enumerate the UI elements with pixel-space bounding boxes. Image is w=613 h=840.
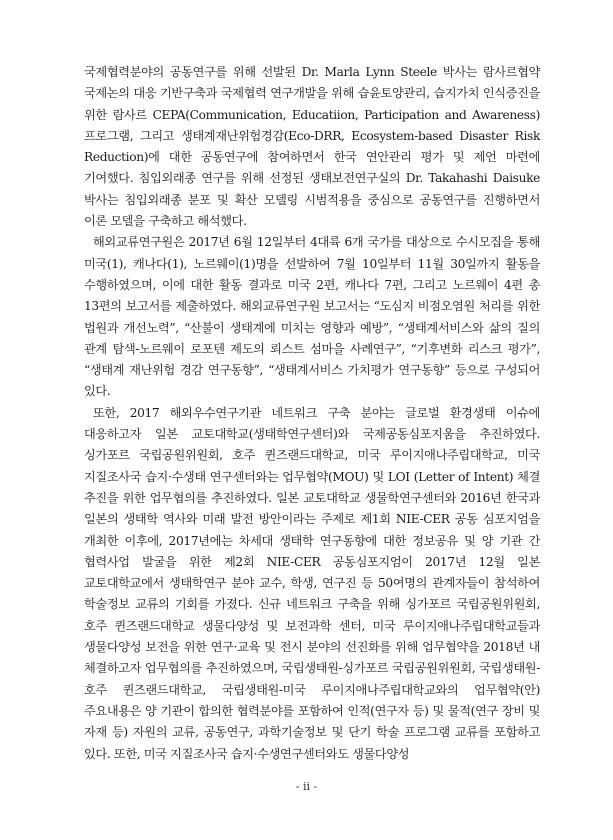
- paragraph-1: 국제협력분야의 공동연구를 위해 선발된 Dr. Marla Lynn Steele 박사는 람사르협약 국제논의 대응 기반구축과 국제협력 연구개발을 위해 습윤토양관리, 습지가치 인식증진을 위한 람사르 CEPA(Communication, Educatiion, Participation and Awareness) 프로그램, 그리고 생태계재난위험경감(Eco-DRR, Ecosystem-based Disaster Risk Reduction)에 대한 공동연구에 참여하면서 한국 연안관리 평가 및 제언 마련에 기여했다. 침입외래종 연구를 위해 선정된 생태보전연구실의 Dr. Takahashi Daisuke 박사는 침입외래종 분포 및 확산 모델링 시범적용을 중심으로 공동연구를 진행하면서 이론 모델을 구축하고 해석했다.: [84, 65, 540, 229]
- paragraph-3: 또한, 2017 해외우수연구기관 네트워크 구축 분야는 글로벌 환경생태 이슈에 대응하고자 일본 교토대학교(생태학연구센터)와 국제공동심포지움을 추진하였다. 싱가포르 국립공원위원회, 호주 퀸즈랜드대학교, 미국 루이지애나주립대학교, 미국 지질조사국 습지·수생태 연구센터와는 업무협약(MOU) 및 LOI (Letter of Intent) 체결 추진을 위한 업무협의를 추진하였다. 일본 교토대학교 생물학연구센터와 2016년 한국과 일본의 생태학 역사와 미래 발전 방안이라는 주제로 제1회 NIE-CER 공동 심포지엄을 개최한 이후에, 2017년에는 차세대 생태학 연구동향에 대한 정보공유 및 양 기관 간 협력사업 발굴을 위한 제2회 NIE-CER 공동심포지엄이 2017년 12월 일본 교토대학교에서 생태학연구 분야 교수, 학생, 연구진 등 50여명의 관계자들이 참석하여 학술정보 교류의 기회를 가졌다. 신규 네트워크 구축을 위해 싱가포르 국립공원위원회, 호주 퀸즈랜드대학교 생물다양성 및 보전과학 센터, 미국 루이지애나주립대학교들과 생물다양성 보전을 위한 연구·교육 및 전시 분야의 선진화를 위해 업무협약을 2018년 내 체결하고자 업무협의를 추진하였으며, 국립생태원-싱가포르 국립공원위원회, 국립생태원-호주 퀸즈랜드대학교, 국립생태원-미국 루이지애나주립대학교와의 업무협약(안) 주요내용은 양 기관이 합의한 협력분야를 포함하여 인적(연구자 등) 및 물적(연구 장비 및 자재 등) 자원의 교류, 공동연구, 과학기술정보 및 단기 학술 프로그램 교류를 포함하고 있다. 또한, 미국 지질조사국 습지·수생연구센터와도 생물다양성: [84, 405, 540, 761]
- paragraph-2: 해외교류연구원은 2017년 6월 12일부터 4대륙 6개 국가를 대상으로 수시모집을 통해 미국(1), 캐나다(1), 노르웨이(1)명을 선발하여 7월 10일부터 11월 30일까지 활동을 수행하였으며, 이에 대한 활동 결과로 미국 2편, 캐나다 7편, 그리고 노르웨이 4편 총 13편의 보고서를 제출하였다. 해외교류연구원 보고서는 “도심지 비점오염원 처리를 위한 법원과 개선노력”, “산불이 생태계에 미치는 영향과 예방”, “생태계서비스와 삶의 질의 관계 탐색-노르웨이 로포텐 제도의 뢰스트 섬마을 사례연구”, “기후변화 리스크 평가”, “생태계 재난위험 경감 연구동향”, “생태계서비스 가치평가 연구동향” 등으로 구성되어 있다.: [84, 235, 540, 399]
- page-number: - ii -: [295, 780, 318, 793]
- body-text: [84, 62, 540, 765]
